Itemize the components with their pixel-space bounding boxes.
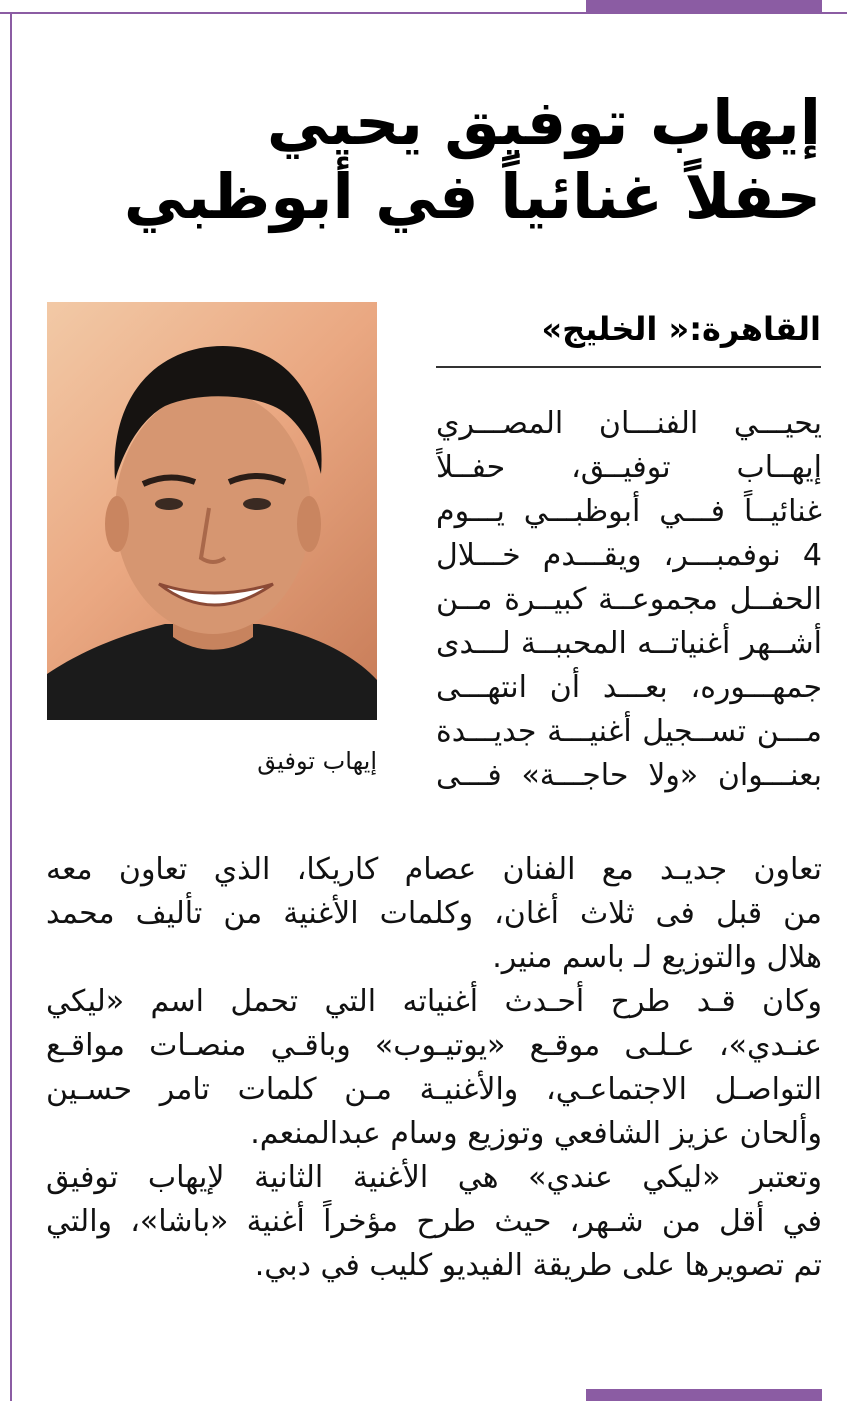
body-line: جمهـــوره، بعـــد أن انتهـــى <box>436 670 822 705</box>
headline <box>123 86 821 234</box>
body-line: وتعتبر «ليكي عندي» هي الأغنية الثانية لإيهاب توفيق <box>46 1160 822 1195</box>
article-body-wide <box>46 848 822 1288</box>
body-line: من قبل فى ثلاث أغان، وكلمات الأغنية من تأليف محمد <box>46 896 822 931</box>
body-line: بعنـــوان «ولا حاجـــة» فـــى <box>436 758 822 793</box>
body-line: وكان قـد طرح أحـدث أغنياته التي تحمل اسم «ليكي <box>46 984 822 1019</box>
body-line: أشــهر أغنياتــه المحببــة لـــدى <box>436 626 822 661</box>
photo-caption: إيهاب توفيق <box>257 747 377 775</box>
body-line: في أقل من شـهر، حيث طرح مؤخراً أغنية «باشا»، والتي <box>46 1204 822 1239</box>
body-line: 4 نوفمبـــر، ويقـــدم خـــلال <box>436 538 822 573</box>
body-line: إيهــاب توفيــق، حفــلاً <box>436 450 822 485</box>
byline-divider <box>436 366 821 368</box>
body-line: التواصـل الاجتماعـي، والأغنيـة مـن كلمات تامر حسـين <box>46 1072 822 1107</box>
byline: القاهرة:« الخليج» <box>541 310 821 348</box>
body-line: تم تصويرها على طريقة الفيديو كليب في دبي. <box>254 1248 822 1283</box>
article-body-narrow <box>46 402 822 798</box>
left-frame-line <box>10 12 12 1401</box>
bottom-accent-bar <box>586 1389 822 1401</box>
body-line: تعاون جديـد مع الفنان عصام كاريكا، الذي تعاون معه <box>46 852 822 887</box>
body-line: الحفــل مجموعــة كبيــرة مــن <box>436 582 822 617</box>
body-line: عنـدي»، عـلـى موقـع «يوتيـوب» وباقـي منصـات مواقـع <box>46 1028 822 1063</box>
headline-line-2: حفلاً غنائياً في أبوظبي <box>123 160 821 233</box>
top-accent-bar <box>586 0 822 14</box>
body-line: غنائيــاً فـــي أبوظبـــي يـــوم <box>436 494 822 529</box>
body-line: وألحان عزيز الشافعي وتوزيع وسام عبدالمنعم. <box>250 1116 822 1151</box>
headline-line-1: إيهاب توفيق يحيي <box>266 86 821 159</box>
body-line: مـــن تســجيل أغنيـــة جديـــدة <box>436 714 822 749</box>
body-line: هلال والتوزيع لـ باسم منير. <box>492 940 822 975</box>
body-line: يحيـــي الفنـــان المصـــري <box>436 406 822 441</box>
